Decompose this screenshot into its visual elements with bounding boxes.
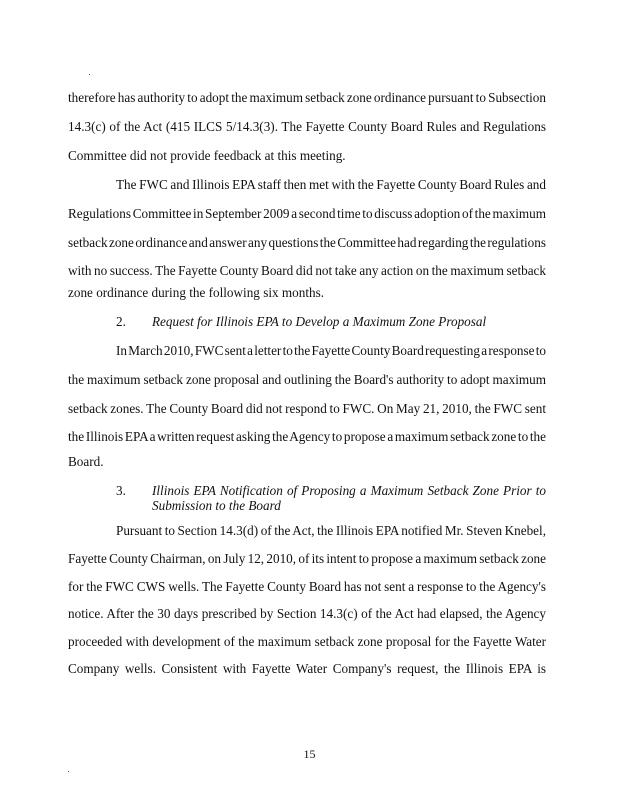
body-line: Fayette County Chairman, on July 12, 2010, of its intent to propose a maximum setback zone — [68, 551, 546, 566]
body-line: Board. — [68, 454, 104, 469]
page-number: 15 — [303, 747, 316, 761]
body-line: notice. After the 30 days prescribed by Section 14.3(c) of the Act had elapsed, the Agency — [68, 606, 546, 621]
body-line: zone ordinance during the following six months. — [68, 285, 325, 300]
body-line: Regulations Committee in September 2009 a second time to discuss adoption of the maximum — [68, 206, 546, 221]
body-line: for the FWC CWS wells. The Fayette County Board has not sent a response to the Agency's — [68, 579, 546, 594]
body-line: setback zone ordinance and answer any questions the Committee had regarding the regulations — [68, 235, 546, 250]
body-line: 14.3(c) of the Act (415 ILCS 5/14.3(3). The Fayette County Board Rules and Regulations — [68, 119, 546, 134]
section-heading: Request for Illinois EPA to Develop a Maximum Zone Proposal — [152, 314, 487, 329]
body-line: with no success. The Fayette County Board did not take any action on the maximum setback — [68, 263, 546, 278]
body-line: therefore has authority to adopt the maximum setback zone ordinance pursuant to Subsection — [68, 90, 546, 105]
body-line: Committee did not provide feedback at this meeting. — [68, 148, 346, 163]
body-line: In March 2010, FWC sent a letter to the Fayette County Board requesting a response to — [116, 343, 546, 358]
body-line: the Illinois EPA a written request asking the Agency to propose a maximum setback zone to the — [68, 429, 546, 444]
scan-speck — [89, 74, 90, 75]
body-line: proceeded with development of the maximum setback zone proposal for the Fayette Water — [68, 634, 546, 649]
section-heading: Illinois EPA Notification of Proposing a Maximum Setback Zone Prior to — [152, 483, 546, 498]
body-line: the maximum setback zone proposal and outlining the Board's authority to adopt maximum — [68, 372, 546, 387]
body-line: Pursuant to Section 14.3(d) of the Act, the Illinois EPA notified Mr. Steven Knebel, — [116, 523, 546, 538]
body-line: The FWC and Illinois EPA staff then met with the Fayette County Board Rules and — [116, 177, 546, 192]
section-number: 2. — [116, 314, 126, 329]
scan-speck — [68, 771, 69, 772]
body-line: setback zones. The County Board did not respond to FWC. On May 21, 2010, the FWC sent — [68, 401, 546, 416]
section-heading-cont: Submission to the Board — [152, 498, 281, 513]
section-number: 3. — [116, 483, 126, 498]
body-line: Company wells. Consistent with Fayette Water Company's request, the Illinois EPA is — [68, 661, 546, 676]
